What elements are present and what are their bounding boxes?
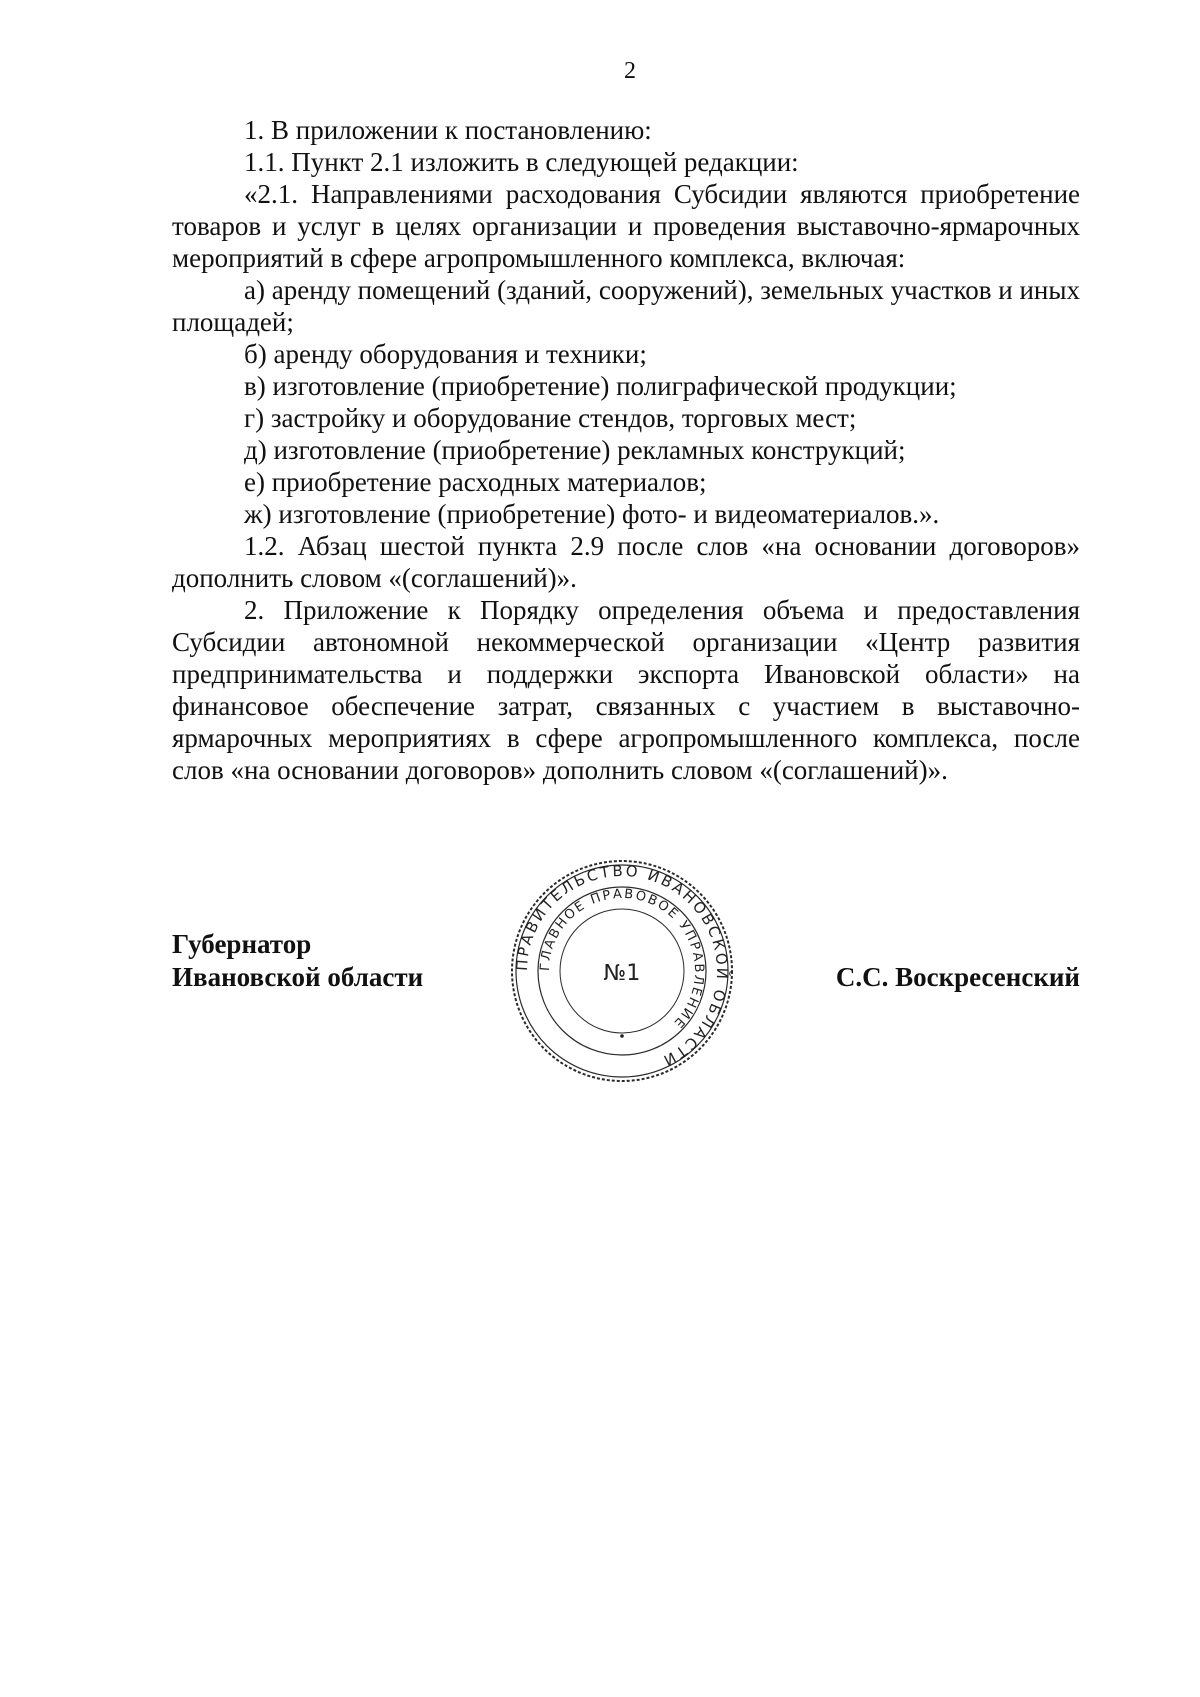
list-item-d: д) изготовление (приобретение) рекламных конструкций; bbox=[244, 435, 906, 465]
paragraph-item-1-2: 1.2. Абзац шестой пункта 2.9 после слов «на основании договоров» дополнить словом «(соглашений)». bbox=[172, 531, 1080, 593]
list-item-a: а) аренду помещений (зданий, сооружений), земельных участков и иных площадей; bbox=[172, 275, 1080, 337]
official-seal-stamp bbox=[509, 858, 735, 1084]
paragraph-item-1-1: 1.1. Пункт 2.1 изложить в следующей редакции: bbox=[244, 147, 799, 177]
list-item-v: в) изготовление (приобретение) полиграфической продукции; bbox=[244, 371, 957, 401]
list-item-g: г) застройку и оборудование стендов, торговых мест; bbox=[244, 403, 857, 433]
signatory-position bbox=[172, 928, 423, 994]
signatory-position-line2: Ивановской области bbox=[172, 962, 424, 992]
signatory-name: С.С. Воскресенский bbox=[835, 962, 1080, 992]
list-item-b: б) аренду оборудования и техники; bbox=[244, 339, 647, 369]
document-body bbox=[172, 114, 1080, 786]
seal-inner-text: ГЛАВНОЕ ПРАВОВОЕ УПРАВЛЕНИЕ bbox=[537, 886, 707, 1032]
paragraph-item-2-1: «2.1. Направлениями расходования Субсидии являются приобретение товаров и услуг в целях организации и проведения выставочно-ярмарочных мероприятий в сфере агропромышленного комплекса, включая: bbox=[172, 179, 1080, 273]
seal-number: №1 bbox=[603, 961, 641, 986]
seal-outer-text: ПРАВИТЕЛЬСТВО ИВАНОВСКОЙ ОБЛАСТИ bbox=[512, 861, 732, 1071]
list-item-zh: ж) изготовление (приобретение) фото- и видеоматериалов.». bbox=[244, 499, 940, 529]
paragraph-item-1: 1. В приложении к постановлению: bbox=[244, 115, 652, 145]
signatory-position-line1: Губернатор bbox=[172, 929, 312, 959]
list-item-e: е) приобретение расходных материалов; bbox=[244, 467, 707, 497]
page-number: 2 bbox=[624, 58, 636, 84]
paragraph-item-2: 2. Приложение к Порядку определения объема и предоставления Субсидии автономной некоммерческой организации «Центр развития предпринимательства и поддержки экспорта Ивановской области» на финансовое обеспечение затрат, связанных с участием в выставочно-ярмарочных мероприятиях в сфере агропромышленного комплекса, после слов «на основании договоров» дополнить словом «(соглашений)». bbox=[172, 595, 1080, 785]
